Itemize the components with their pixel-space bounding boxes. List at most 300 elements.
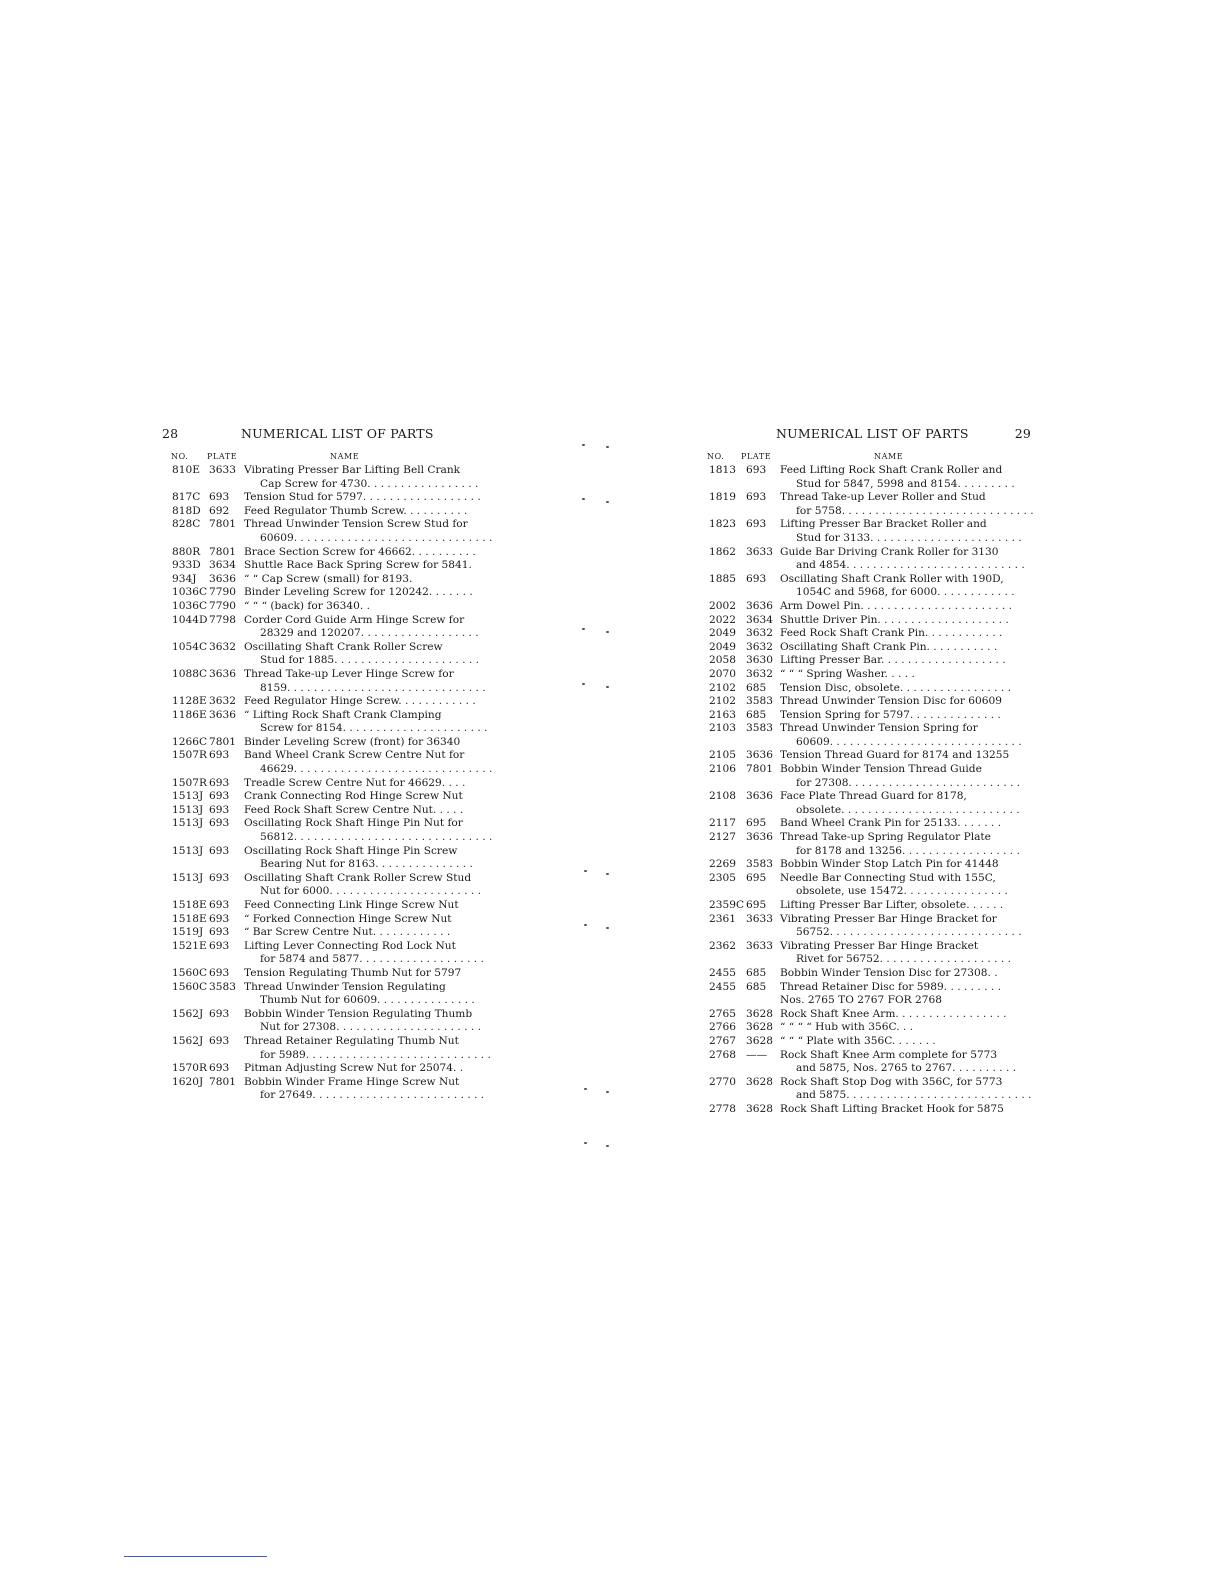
part-name [780, 695, 1031, 709]
part-name [244, 1075, 485, 1103]
part-name-line: Feed Regulator Hinge Screw. . . . . . . . . . . . [244, 695, 476, 708]
plate-number: 693 [209, 803, 230, 816]
part-name-line: Lifting Presser Bar. . . . . . . . . . . . . . . . . . . [780, 654, 1006, 667]
plate-number: 685 [746, 980, 767, 993]
list-item [706, 573, 1031, 600]
part-number: 810E [172, 464, 200, 476]
part-name-line: Cap Screw for 4730. . . . . . . . . . . . . . . . . [260, 477, 479, 490]
part-name [244, 613, 479, 641]
part-name-line: 46629. . . . . . . . . . . . . . . . . . . . . . . . . . . . . . [260, 763, 493, 776]
plate-number: 3633 [746, 545, 773, 558]
list-item [162, 871, 481, 899]
scan-speck [606, 1145, 609, 1147]
list-item [162, 790, 467, 804]
plate-number: 3583 [746, 858, 773, 871]
part-name-line: Brace Section Screw for 46662. . . . . . . . . . [244, 545, 476, 558]
part-number: 2106 [709, 763, 736, 776]
list-item [706, 1103, 1031, 1117]
part-number: 2102 [709, 695, 736, 708]
list-item [162, 1034, 491, 1062]
part-number: 2766 [709, 1021, 736, 1034]
part-number: 2058 [709, 654, 736, 667]
list-item [162, 559, 472, 573]
part-number: 1513J [172, 844, 204, 857]
list-item [706, 1076, 1031, 1103]
plate-number: 3636 [746, 831, 773, 844]
list-item [706, 763, 1031, 790]
part-name [244, 559, 472, 573]
plate-number: 693 [209, 1062, 230, 1075]
part-name-line: Feed Lifting Rock Shaft Crank Roller and [780, 464, 1003, 476]
parts-list [706, 464, 1034, 1117]
plate-number: 7801 [209, 735, 236, 748]
part-name-line: Rock Shaft Stop Dog with 356C, for 5773 [780, 1075, 1003, 1088]
part-number: 1519J [172, 926, 204, 939]
part-number: 2049 [709, 627, 736, 640]
column-header-plate: PLATE [741, 452, 772, 461]
part-number: 1562J [172, 1034, 204, 1047]
plate-number: —— [746, 1048, 768, 1061]
part-name [780, 1021, 1031, 1035]
running-head [706, 426, 1031, 442]
part-name-line: Bobbin Winder Stop Latch Pin for 41448 [780, 858, 999, 871]
part-name-line: Needle Bar Connecting Stud with 155C, [780, 871, 996, 884]
plate-number: 7790 [209, 599, 236, 612]
part-name-line: Pitman Adjusting Screw Nut for 25074. . [244, 1062, 464, 1075]
part-number: 1128E [172, 695, 207, 708]
scan-speck [606, 446, 609, 448]
part-number: 1560C [172, 966, 208, 979]
part-name-line: “ “ “ (back) for 36340. . [244, 599, 370, 612]
part-name [780, 831, 1031, 858]
column-header-name: NAME [330, 452, 360, 461]
part-name-line: Nut for 6000. . . . . . . . . . . . . . . . . . . . . . . [260, 885, 481, 898]
page-title: NUMERICAL LIST OF PARTS [241, 426, 434, 441]
scan-speck [584, 924, 587, 926]
part-name [244, 899, 467, 913]
list-item [706, 546, 1031, 573]
part-name [244, 980, 475, 1008]
plate-number: 693 [746, 572, 767, 585]
part-name [244, 600, 467, 614]
column-header-name: NAME [874, 452, 904, 461]
part-name [780, 709, 1031, 723]
part-name-line: Oscillating Shaft Crank Roller Screw [244, 640, 443, 653]
list-item [706, 1021, 1031, 1035]
plate-number: 693 [209, 871, 230, 884]
part-number: 2455 [709, 980, 736, 993]
part-name [780, 573, 1031, 600]
list-item [162, 491, 481, 505]
plate-number: 685 [746, 708, 767, 721]
part-number: 817C [172, 491, 201, 504]
scan-speck [584, 870, 587, 872]
list-item [162, 545, 476, 560]
part-name [244, 777, 467, 791]
part-name-line: Thread Unwinder Tension Regulating [244, 980, 446, 993]
list-item [162, 817, 493, 844]
plate-number: 693 [209, 817, 230, 830]
plate-number: 3634 [746, 613, 773, 626]
page-number: 29 [1014, 426, 1031, 441]
list-item [162, 980, 475, 1008]
part-number: 2022 [709, 613, 736, 626]
left-page [162, 426, 493, 1103]
part-name-line: 60609. . . . . . . . . . . . . . . . . . . . . . . . . . . . . . [260, 531, 493, 544]
part-name [780, 994, 1031, 1008]
part-name-line: 8159. . . . . . . . . . . . . . . . . . . . . . . . . . . . . . [260, 681, 486, 694]
part-name [780, 1103, 1031, 1117]
part-name-line: Nos. 2765 TO 2767 FOR 2768 [780, 994, 942, 1007]
list-item [706, 1008, 1031, 1022]
list-item [706, 709, 1031, 723]
part-number: 818D [172, 504, 201, 517]
part-number: 1518E [172, 912, 207, 925]
column-header-plate: PLATE [207, 452, 238, 461]
list-item [706, 790, 1031, 817]
part-number: 2103 [709, 722, 736, 735]
list-item [162, 913, 467, 927]
plate-number: 3633 [209, 464, 236, 476]
scan-speck [606, 501, 609, 503]
part-name-line: Feed Connecting Link Hinge Screw Nut [244, 899, 459, 911]
list-item [706, 1049, 1031, 1076]
list-item [706, 831, 1031, 858]
part-number: 2102 [709, 681, 736, 694]
list-item [162, 600, 467, 614]
part-name-line: “ “ “ Plate with 356C. . . . . . . [780, 1034, 936, 1047]
plate-number: 3634 [209, 559, 236, 572]
plate-number: 685 [746, 681, 767, 694]
part-name-line: Nut for 27308. . . . . . . . . . . . . . . . . . . . . . [260, 1021, 481, 1034]
part-number: 2770 [709, 1075, 736, 1088]
part-name-line: Tension Thread Guard for 8174 and 13255 [780, 749, 1010, 762]
scan-speck [582, 683, 585, 685]
plate-number: 7798 [209, 613, 236, 626]
plate-number: 692 [209, 504, 230, 517]
part-name [780, 1076, 1031, 1103]
part-name-line: Stud for 5847, 5998 and 8154. . . . . . . . . [796, 477, 1015, 490]
part-name [244, 640, 479, 668]
part-name [780, 491, 1034, 518]
part-name [780, 981, 1031, 995]
part-name [244, 926, 467, 940]
part-name-line: Bobbin Winder Frame Hinge Screw Nut [244, 1075, 460, 1088]
plate-number: 3628 [746, 1021, 773, 1034]
part-name-line: Feed Rock Shaft Screw Centre Nut. . . . . [244, 803, 464, 816]
part-name [780, 967, 1031, 981]
plate-number: 693 [209, 926, 230, 939]
part-name-line: 1054C and 5968, for 6000. . . . . . . . . . . . [796, 586, 1015, 599]
part-name-line: Bobbin Winder Tension Disc for 27308. . [780, 966, 998, 979]
part-name-line: “ Bar Screw Centre Nut. . . . . . . . . . . . [244, 926, 451, 939]
part-name [244, 804, 467, 818]
plate-number: 3636 [746, 599, 773, 612]
list-item [706, 614, 1031, 628]
part-name-line: Bobbin Winder Tension Regulating Thumb [244, 1007, 473, 1020]
part-name-line: Shuttle Driver Pin. . . . . . . . . . . . . . . . . . . . [780, 613, 1009, 626]
plate-number: 3636 [209, 667, 236, 680]
column-header-no: NO. [171, 452, 189, 461]
list-item [706, 695, 1031, 709]
part-name-line: Binder Leveling Screw (front) for 36340 [244, 735, 461, 748]
part-name-line: Lifting Presser Bar Lifter, obsolete. . . . . . [780, 899, 1004, 911]
part-name [780, 464, 1031, 491]
plate-number: 693 [209, 966, 230, 979]
plate-number: 3628 [746, 1075, 773, 1088]
part-name-line: Stud for 3133. . . . . . . . . . . . . . . . . . . . . . . [796, 531, 1022, 544]
part-name [244, 667, 486, 695]
part-name-line: 60609. . . . . . . . . . . . . . . . . . . . . . . . . . . . . [796, 735, 1022, 748]
part-name-line: and 5875. . . . . . . . . . . . . . . . . . . . . . . . . . . . [796, 1089, 1032, 1102]
part-number: 933D [172, 559, 201, 572]
part-name [244, 967, 467, 981]
part-name-line: for 27308. . . . . . . . . . . . . . . . . . . . . . . . . . [796, 776, 1021, 789]
part-name [780, 790, 1031, 817]
part-number: 2305 [709, 871, 736, 884]
page-number: 28 [162, 426, 179, 441]
plate-number: 693 [209, 899, 230, 911]
part-name-line: Rock Shaft Knee Arm. . . . . . . . . . . . . . . . . [780, 1007, 1007, 1020]
part-name [244, 586, 473, 600]
part-name-line: Rock Shaft Lifting Bracket Hook for 5875 [780, 1102, 1004, 1115]
scan-speck [582, 444, 585, 446]
column-headers [706, 452, 1031, 464]
part-number: 1088C [172, 667, 208, 680]
list-item [162, 518, 493, 545]
list-item [706, 668, 1031, 682]
part-name-line: Crank Connecting Rod Hinge Screw Nut [244, 790, 463, 803]
part-number: 2163 [709, 708, 736, 721]
list-item [162, 939, 484, 967]
part-name-line: Vibrating Presser Bar Hinge Bracket for [780, 912, 997, 925]
part-number: 1186E [172, 708, 207, 721]
part-name-line: Band Wheel Crank Pin for 25133. . . . . . . [780, 817, 1002, 830]
part-name-line: Thumb Nut for 60609. . . . . . . . . . . . . . . [260, 994, 475, 1007]
part-number: 2269 [709, 858, 736, 871]
page-title: NUMERICAL LIST OF PARTS [776, 426, 969, 441]
part-name-line: “ “ “ Spring Washer. . . . . [780, 667, 915, 680]
plate-number: 3628 [746, 1034, 773, 1047]
list-item [706, 749, 1031, 763]
list-item [162, 899, 467, 913]
part-name [780, 682, 1031, 696]
list-item [706, 722, 1031, 749]
part-name [780, 546, 1031, 573]
list-item [162, 777, 467, 791]
plate-number: 695 [746, 899, 767, 911]
part-name [780, 899, 1031, 913]
part-name-line: Feed Rock Shaft Crank Pin. . . . . . . . . . . . [780, 627, 1003, 640]
part-name [780, 858, 1031, 872]
part-name [244, 913, 467, 927]
parts-list [162, 464, 493, 1103]
part-name-line: Tension Spring for 5797. . . . . . . . . . . . . . [780, 708, 1001, 721]
list-item [162, 844, 473, 872]
part-name-line: Band Wheel Crank Screw Centre Nut for [244, 749, 465, 762]
plate-number: 693 [209, 912, 230, 925]
part-name [780, 600, 1031, 614]
plate-number: 3583 [746, 695, 773, 708]
part-number: 2765 [709, 1007, 736, 1020]
part-name [244, 491, 481, 505]
part-number: 1044D [172, 613, 208, 626]
list-item [706, 1035, 1031, 1049]
part-name-line: Rivet for 56752. . . . . . . . . . . . . . . . . . . . [796, 953, 1012, 966]
plate-number: 3628 [746, 1102, 773, 1115]
part-name-line: and 5875, Nos. 2765 to 2767. . . . . . . . . . [796, 1062, 1017, 1075]
list-item [706, 464, 1031, 491]
underline-mark [124, 1556, 267, 1557]
list-item [162, 695, 476, 709]
part-number: 1620J [172, 1075, 204, 1088]
plate-number: 693 [209, 491, 230, 504]
part-name-line: Corder Cord Guide Arm Hinge Screw for [244, 613, 465, 626]
part-name-line: Thread Unwinder Tension Screw Stud for [244, 518, 468, 531]
part-number: 2768 [709, 1048, 736, 1061]
plate-number: 693 [746, 518, 767, 531]
list-item [162, 464, 479, 491]
part-name-line: obsolete. . . . . . . . . . . . . . . . . . . . . . . . . . . [796, 803, 1020, 816]
part-name-line: Thread Take-up Spring Regulator Plate [780, 831, 991, 844]
part-number: 2767 [709, 1034, 736, 1047]
part-number: 2049 [709, 640, 736, 653]
part-name-line: 56812. . . . . . . . . . . . . . . . . . . . . . . . . . . . . . [260, 831, 493, 844]
part-name-line: Rock Shaft Knee Arm complete for 5773 [780, 1048, 998, 1061]
part-number: 1813 [709, 464, 736, 476]
part-name-line: 56752. . . . . . . . . . . . . . . . . . . . . . . . . . . . . [796, 926, 1022, 939]
list-item [706, 491, 1034, 518]
list-item [162, 1075, 485, 1103]
plate-number: 3630 [746, 654, 773, 667]
column-headers [162, 452, 467, 464]
part-number: 1518E [172, 899, 207, 911]
scan-speck [606, 873, 609, 875]
part-name-line: Treadle Screw Centre Nut for 46629. . . . [244, 776, 466, 789]
part-number: 1266C [172, 735, 208, 748]
plate-number: 695 [746, 871, 767, 884]
scan-speck [606, 686, 609, 688]
list-item [162, 573, 467, 587]
part-name-line: Lifting Lever Connecting Rod Lock Nut [244, 939, 456, 952]
plate-number: 3632 [209, 640, 236, 653]
list-item [706, 940, 1031, 967]
part-name-line: Thread Take-up Lever Roller and Stud [780, 491, 986, 504]
part-name-line: Oscillating Shaft Crank Roller Screw Stud [244, 871, 472, 884]
part-name-line: Shuttle Race Back Spring Screw for 5841. [244, 559, 472, 572]
right-page [706, 426, 1034, 1117]
part-number: 2002 [709, 599, 736, 612]
scan-speck [582, 498, 585, 500]
part-name [244, 790, 467, 804]
plate-number: 693 [209, 939, 230, 952]
part-name-line: Thread Unwinder Tension Spring for [780, 722, 978, 735]
list-item [706, 682, 1031, 696]
part-name-line: “ “ “ “ Hub with 356C. . . [780, 1021, 914, 1034]
plate-number: 3633 [746, 939, 773, 952]
part-name-line: Thread Retainer Regulating Thumb Nut [244, 1034, 459, 1047]
part-number: 1036C [172, 599, 208, 612]
part-name [780, 817, 1031, 831]
plate-number: 3632 [746, 667, 773, 680]
plate-number: 693 [209, 776, 230, 789]
part-name [244, 695, 476, 709]
part-name-line: Lifting Presser Bar Bracket Roller and [780, 518, 987, 531]
list-item [162, 667, 486, 695]
part-name-line: for 27649. . . . . . . . . . . . . . . . . . . . . . . . . . [260, 1089, 485, 1102]
plate-number: 3636 [209, 708, 236, 721]
part-name-line: and 4854. . . . . . . . . . . . . . . . . . . . . . . . . . . [796, 559, 1025, 572]
part-name [780, 668, 1031, 682]
list-item [706, 641, 1031, 655]
part-name-line: Face Plate Thread Guard for 8178, [780, 790, 967, 803]
part-number: 1823 [709, 518, 736, 531]
part-name-line: Binder Leveling Screw for 120242. . . . . . . [244, 586, 473, 599]
part-name [244, 464, 479, 491]
list-item [162, 586, 473, 600]
plate-number: 7790 [209, 586, 236, 599]
part-name [780, 627, 1031, 641]
part-number: 934J [172, 572, 197, 585]
scan-speck [606, 1091, 609, 1093]
plate-number: 3636 [209, 572, 236, 585]
part-number: 1513J [172, 871, 204, 884]
part-number: 1885 [709, 572, 736, 585]
plate-number: 693 [746, 491, 767, 504]
part-name [780, 722, 1031, 749]
list-item [706, 600, 1031, 614]
plate-number: 3632 [746, 627, 773, 640]
plate-number: 693 [209, 790, 230, 803]
part-name-line: for 8178 and 13256. . . . . . . . . . . . . . . . . . [796, 844, 1020, 857]
part-number: 1507R [172, 776, 207, 789]
scan-speck [584, 1142, 587, 1144]
part-name-line: Thread Take-up Lever Hinge Screw for [244, 667, 454, 680]
list-item [162, 640, 479, 668]
part-number: 1819 [709, 491, 736, 504]
part-name [244, 749, 493, 776]
part-number: 828C [172, 518, 201, 531]
part-name [780, 940, 1031, 967]
part-name-line: Tension Regulating Thumb Nut for 5797 [244, 966, 462, 979]
list-item [706, 858, 1031, 872]
running-head [162, 426, 467, 442]
part-number: 1507R [172, 749, 207, 762]
part-name [780, 763, 1031, 790]
part-name-line: “ “ Cap Screw (small) for 8193. [244, 572, 413, 585]
list-item [706, 913, 1031, 940]
part-name-line: Guide Bar Driving Crank Roller for 3130 [780, 545, 999, 558]
part-number: 2127 [709, 831, 736, 844]
part-number: 1513J [172, 790, 204, 803]
part-name-line: Tension Stud for 5797. . . . . . . . . . . . . . . . . . [244, 491, 481, 504]
part-name-line: Vibrating Presser Bar Lifting Bell Crank [244, 464, 461, 476]
part-number: 1562J [172, 1007, 204, 1020]
scan-speck [582, 628, 585, 630]
plate-number: 7801 [746, 763, 773, 776]
list-item [706, 627, 1031, 641]
part-number: 2362 [709, 939, 736, 952]
part-number: 1862 [709, 545, 736, 558]
part-name [244, 1062, 467, 1076]
part-name [244, 1007, 481, 1035]
part-name-line: Tension Disc, obsolete. . . . . . . . . . . . . . . . . [780, 681, 1011, 694]
list-item [706, 872, 1031, 899]
part-number: 1036C [172, 586, 208, 599]
part-number: 1521E [172, 939, 207, 952]
plate-number: 7801 [209, 545, 236, 558]
part-number: 1513J [172, 803, 204, 816]
